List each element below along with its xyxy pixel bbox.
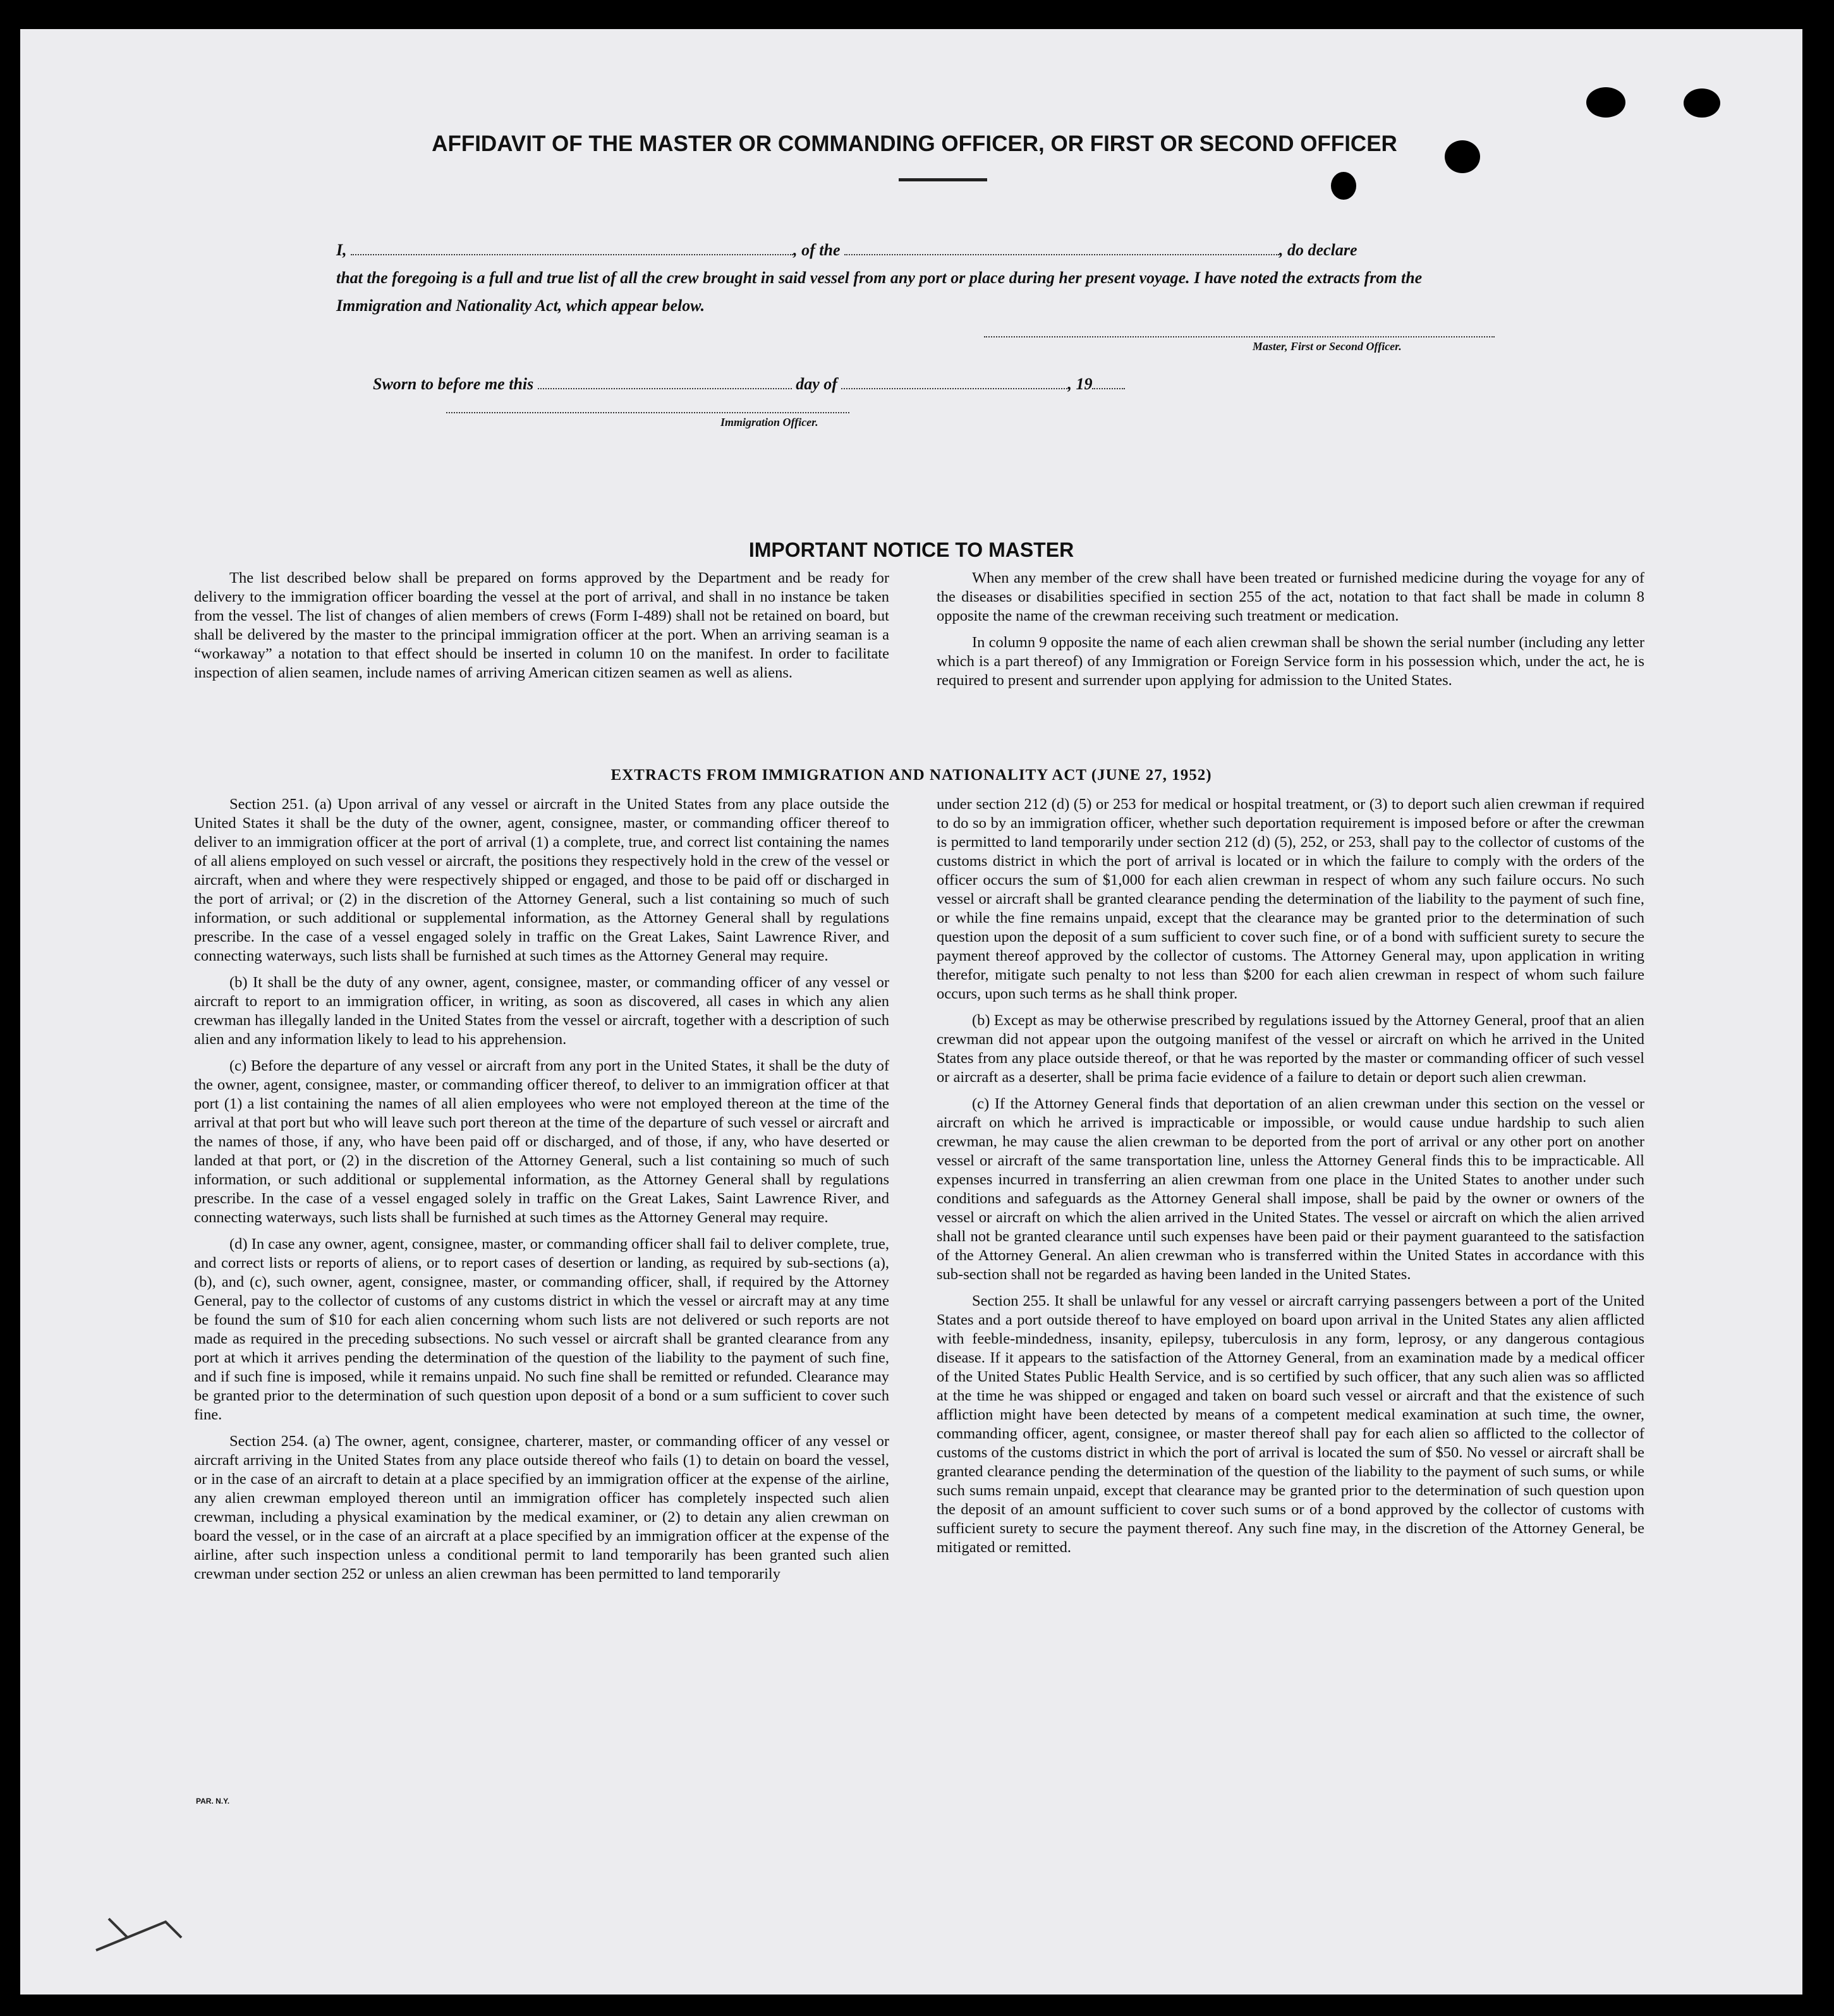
section-paragraph: under section 212 (d) (5) or 253 for medical or hospital treatment, or (3) to deport such alien crewman if required to do so by an immigration officer, whether such deportation requirement is imposed before or after the crewman is permitted to land temporarily under section 212 (d) (5), 252, or 253, shall pay to the collector of customs of the customs district in which the port of arrival is located or in which the failure to comply with the orders of the officer occurs the sum of $1,000 for each alien crewman in respect of whom any such failure occurs. No such vessel or aircraft shall be granted clearance pending the determination of the liability to the payment of such fine, or while the fine remains unpaid, except that the clearance may be granted prior to the determination of such question upon the deposit of a sum sufficient to cover such fine, or of a bond with sufficient surety to secure the payment thereof approved by the collector of customs. The Attorney General may, upon application in writing therefor, mitigate such penalty to not less than $200 for each alien crewman in respect of whom such failure occurs, upon such terms as he shall think proper. [937,796,1644,1002]
sworn-year-prefix: , 19 [1067,375,1093,393]
notice-paragraph: When any member of the crew shall have been treated or furnished medicine during the voyage for any of the diseases or disabilities specified in section 255 of the act, notation to that fact shall be made in column 8 opposite the name of the crewman receiving such treatment or medication. [937,569,1644,624]
section-paragraph: Section 251. (a) Upon arrival of any vessel or aircraft in the United States from any place outside the United States it shall be the duty of the owner, agent, consignee, master, or commanding officer thereof to deliver to an immigration officer at the port of arrival (1) a complete, true, and correct list containing the names of all aliens employed on such vessel or aircraft, the positions they respectively hold in the crew of the vessel or aircraft, when and where they were respectively shipped or engaged, and those to be paid off or discharged in the port of arrival; or (2) in the discretion of the Attorney General, such a list containing so much of such information, or such additional or supplemental information, as the Attorney General shall by regulations prescribe. In the case of a vessel engaged solely in traffic on the Great Lakes, Saint Lawrence River, and connecting waterways, such lists shall be furnished at such times as the Attorney General may require. [194,796,889,964]
sworn-line [373,370,1542,398]
vessel-prefix: , of the [793,241,841,259]
title-divider [899,178,987,181]
section-paragraph: Section 255. It shall be unlawful for any vessel or aircraft carrying passengers between a port of the United States and a port outside thereof to have employed on board upon arrival in the United States any alien afflicted with feeble-mindedness, insanity, epilepsy, tuberculosis in any form, leprosy, or any dangerous contagious disease. If it appears to the satisfaction of the Attorney General, from an examination made by a medical officer of the United States Public Health Service, and is so certified by such officer, that any such alien was so afflicted at the time he was shipped or engaged and taken on board such vessel or aircraft and that the existence of such affliction might have been detected by means of a competent medical examination at such time, the owner, commanding officer, agent, consignee, or master thereof shall pay for each alien so afflicted to the collector of customs of the customs district in which the port of arrival is located the sum of $50. No vessel or aircraft shall be granted clearance pending the determination of the question of the liability to the payment of such sums, or while such sums remain unpaid, except that clearance may be granted prior to the determination of such question upon the deposit of an amount sufficient to cover such sums or of a bond approved by the collector of customs with sufficient surety to secure the payment thereof. Any such fine may, in the discretion of the Attorney General, be mitigated or remitted. [937,1292,1644,1556]
punch-hole [1684,88,1720,118]
punch-hole [1586,87,1625,118]
notice-right-column [937,569,1644,698]
document-page [20,29,1802,1995]
master-signature-line[interactable] [984,336,1495,337]
section-paragraph: (c) If the Attorney General finds that deportation of an alien crewman under this section on the vessel or aircraft on which he arrived is impracticable or impossible, or would cause undue hardship to such alien crewman, he may cause the alien crewman to be deported from the port of arrival or any other port on another vessel or aircraft of the same transportation line, unless the Attorney General finds this to be impracticable. All expenses incurred in transferring an alien crewman from one place in the United States to another under such conditions and safeguards as the Attorney General shall impose, shall be paid by the owner or owners of the vessel or aircraft on which the alien arrived in the United States. The vessel or aircraft on which the alien arrived shall not be granted clearance until such expenses have been paid or their payment guaranteed to the satisfaction of the Attorney General. An alien crewman who is transferred within the United States in accordance with this sub-section shall not be regarded as having been landed in the United States. [937,1095,1644,1283]
extracts-left-column [194,795,889,1591]
extracts-title: EXTRACTS FROM IMMIGRATION AND NATIONALITY ACT (JUNE 27, 1952) [610,767,1212,784]
sworn-year-field[interactable] [1092,375,1125,389]
sworn-prefix: Sworn to before me this [373,375,534,393]
sworn-month-field[interactable] [841,375,1067,389]
section-paragraph: (b) It shall be the duty of any owner, agent, consignee, master, or commanding officer of any vessel or aircraft to report to an immigration officer, in writing, as soon as discovered, all cases in which any alien crewman has illegally landed in the United States from the vessel or aircraft, together with a description of such alien and any information likely to lead to his apprehension. [194,974,889,1048]
affidavit-title: AFFIDAVIT OF THE MASTER OR COMMANDING OFFICER, OR FIRST OR SECOND OFFICER [432,131,1397,156]
section-paragraph: (d) In case any owner, agent, consignee, master, or commanding officer shall fail to deliver complete, true, and correct lists or reports of aliens, or to report cases of desertion or landing, as required by sub-sections (a), (b), and (c), such owner, agent, consignee, master, or commanding officer, shall, if required by the Attorney General, pay to the collector of customs of any customs district in which the vessel or aircraft may at any time be found the sum of $10 for each alien concerning whom such lists are not delivered or such reports are not made as required in the preceding subsections. No such vessel or aircraft shall be granted clearance from any port at which it arrives pending the determination of the question of the liability to the payment of such fine, and if such fine is imposed, while it remains unpaid. No such fine shall be remitted or refunded. Clearance may be granted prior to the determination of such question upon deposit of a bond or a sum sufficient to cover such fine. [194,1236,889,1423]
pencil-mark [83,1893,197,1963]
sworn-day-field[interactable] [538,375,792,389]
punch-hole [1331,172,1356,200]
section-paragraph: (b) Except as may be otherwise prescribed by regulations issued by the Attorney General, proof that an alien crewman did not appear upon the outgoing manifest of the vessel or aircraft on which he arrived in the United States from any place outside thereof, or that he was reported by the master or commanding officer of such vessel or aircraft as a deserter, shall be prima facie evidence of a failure to detain or deport such alien crewman. [937,1012,1644,1086]
declarant-prefix: I, [336,241,347,259]
notice-paragraph: The list described below shall be prepared on forms approved by the Department and be ready for delivery to the immigration officer boarding the vessel at the port of arrival, and shall in no instance be taken from the vessel. The list of changes of alien members of crews (Form I-489) shall not be retained on board, but shall be delivered by the master to the principal immigration officer at the port. When an arriving seaman is a “workaway” a notation to that effect should be inserted in column 10 on the manifest. In order to facilitate inspection of alien seamen, include names of arriving American citizen seamen as well as aliens. [194,569,889,681]
master-signature-label: Master, First or Second Officer. [1253,340,1402,353]
printer-mark: PAR. N.Y. [196,1797,230,1806]
declaration-line [336,236,1505,264]
declaration-body: that the foregoing is a full and true list of all the crew brought in said vessel from any port or place during her present voyage. I have noted the extracts from the Immigration and Nationality Act, which appear below. [336,269,1423,315]
section-paragraph: (c) Before the departure of any vessel or aircraft from any port in the United States, it shall be the duty of the owner, agent, consignee, master, or commanding officer thereof, to deliver to an immigration officer at that port (1) a list containing the names of all alien employees who were not employed thereon at the time of the arrival at that port but who will leave such port thereon at the time of the departure of such vessel or aircraft and the names of those, if any, who have been paid off or discharged, and of those, if any, who have deserted or landed at that port, or (2) in the discretion of the Attorney General, such a list containing so much of such information, or such additional or supplemental information, as the Attorney General shall by regulations prescribe. In the case of a vessel engaged solely in traffic on the Great Lakes, Saint Lawrence River, and connecting waterways, such lists shall be furnished at such times as the Attorney General may require. [194,1057,889,1226]
notice-paragraph: In column 9 opposite the name of each alien crewman shall be shown the serial number (including any letter which is a part thereof) of any Immigration or Foreign Service form in his possession which, under the act, he is required to present and surrender upon applying for admission to the United States. [937,634,1644,689]
section-paragraph: Section 254. (a) The owner, agent, consignee, charterer, master, or commanding officer of any vessel or aircraft arriving in the United States from any place outside thereof who fails (1) to detain on board the vessel, or in the case of an aircraft to detain at a place specified by an immigration officer at the expense of the airline, any alien crewman employed thereon until an immigration officer has completely inspected such alien crewman, including a physical examination by the medical examiner, or (2) to detain any alien crewman on board the vessel, or in the case of an aircraft at a place specified by an immigration officer at the expense of the airline, after such inspection unless a conditional permit to land temporarily has been granted such alien crewman under section 252 or unless an alien crewman has been permitted to land temporarily [194,1433,889,1582]
extracts-right-column [937,795,1644,1565]
declarant-name-field[interactable] [351,241,793,255]
notice-left-column [194,569,889,690]
notice-title: IMPORTANT NOTICE TO MASTER [748,538,1074,561]
immigration-officer-signature-line[interactable] [446,412,849,413]
vessel-name-field[interactable] [844,241,1279,255]
sworn-month-prefix: day of [796,375,837,393]
immigration-officer-label: Immigration Officer. [720,416,818,428]
declare-suffix: , do declare [1279,241,1357,259]
